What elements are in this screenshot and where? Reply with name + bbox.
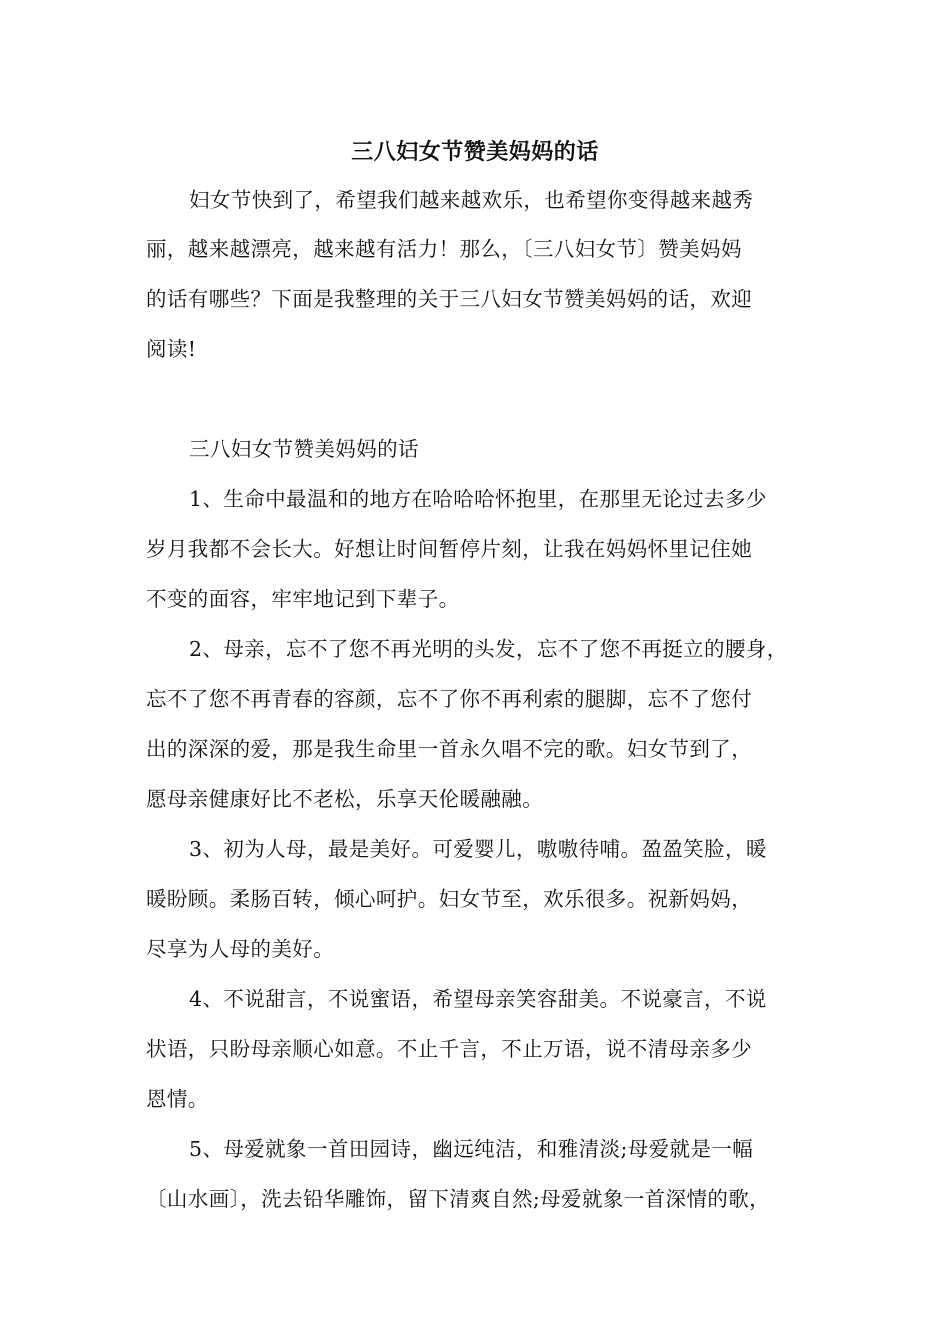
paragraph-line: 4、不说甜言，不说蜜语，希望母亲笑容甜美。不说豪言，不说	[189, 987, 767, 1011]
paragraph-line: 愿母亲健康好比不老松，乐享天伦暖融融。	[146, 787, 544, 811]
intro-line: 的话有哪些？下面是我整理的关于三八妇女节赞美妈妈的话，欢迎	[146, 287, 753, 311]
section-heading: 三八妇女节赞美妈妈的话	[189, 437, 419, 461]
paragraph-line: 恩情。	[146, 1087, 209, 1111]
paragraph-line: 5、母爱就象一首田园诗，幽远纯洁，和雅清淡;母爱就是一幅	[189, 1137, 754, 1161]
paragraph-line: 状语，只盼母亲顺心如意。不止千言，不止万语，说不清母亲多少	[146, 1037, 753, 1061]
paragraph-line: 忘不了您不再青春的容颜，忘不了你不再利索的腿脚，忘不了您付	[146, 687, 753, 711]
paragraph-line: 1、生命中最温和的地方在哈哈哈怀抱里，在那里无论过去多少	[189, 487, 767, 511]
paragraph-line: 3、初为人母，最是美好。可爱婴儿，嗷嗷待哺。盈盈笑脸，暖	[189, 837, 767, 861]
paragraph-line: 岁月我都不会长大。好想让时间暂停片刻，让我在妈妈怀里记住她	[146, 537, 753, 561]
paragraph-line: 2、母亲，忘不了您不再光明的头发，忘不了您不再挺立的腰身，	[189, 637, 788, 661]
paragraph-line: 暖盼顾。柔肠百转，倾心呵护。妇女节至，欢乐很多。祝新妈妈，	[146, 887, 753, 911]
paragraph-line: 出的深深的爱，那是我生命里一首永久唱不完的歌。妇女节到了，	[146, 737, 753, 761]
document-title: 三八妇女节赞美妈妈的话	[351, 139, 599, 165]
paragraph-line: 〔山水画〕，洗去铅华雕饰，留下清爽自然;母爱就象一首深情的歌，	[146, 1187, 771, 1211]
intro-line: 阅读!	[146, 337, 197, 361]
intro-line: 丽，越来越漂亮，越来越有活力！那么，〔三八妇女节〕赞美妈妈	[146, 237, 742, 261]
paragraph-line: 不变的面容，牢牢地记到下辈子。	[146, 587, 460, 611]
intro-line: 妇女节快到了，希望我们越来越欢乐，也希望你变得越来越秀	[189, 188, 754, 212]
paragraph-line: 尽享为人母的美好。	[146, 937, 335, 961]
